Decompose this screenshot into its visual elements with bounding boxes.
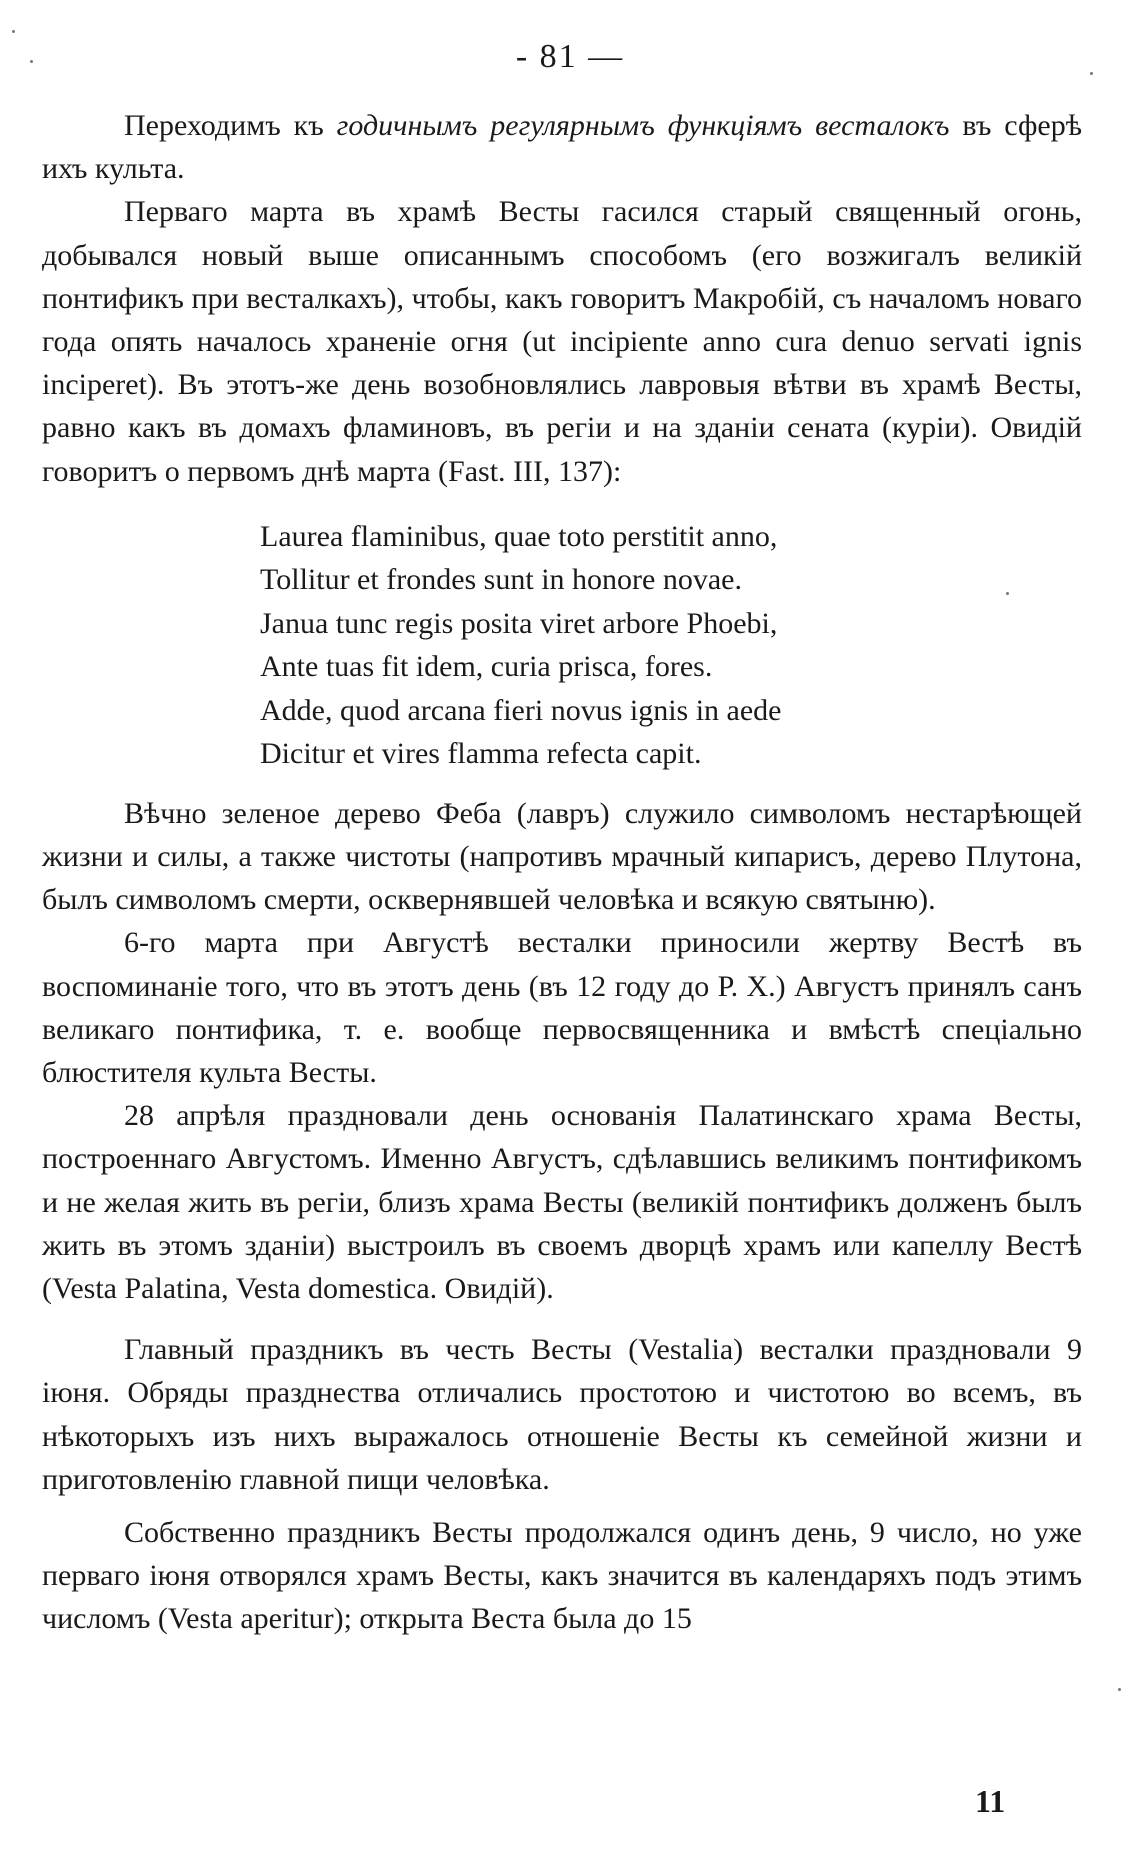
paragraph-4: 6-го марта при Августѣ весталки приносили жертву Вестѣ въ воспоминаніе того, что въ этотъ день (въ 12 году до Р. Х.) Августъ принялъ санъ великаго понтифика, т. е. вообще первосвященника и вмѣстѣ спеціально блюстителя культа Весты. — [42, 926, 1082, 1090]
latin-poem — [260, 515, 1082, 776]
poem-line: Dicitur et vires flamma refecta capit. — [260, 737, 702, 771]
poem-line: Adde, quod arcana fieri novus ignis in aede — [260, 693, 782, 727]
poem-line: Laurea flaminibus, quae toto perstitit anno, — [260, 519, 778, 553]
scan-speck — [12, 30, 15, 33]
page-number: - 81 — — [515, 38, 625, 75]
paragraph-2: Перваго марта въ храмѣ Весты гасился старый священный огонь, добывался новый выше описаннымъ способомъ (его возжигалъ великій понтификъ при весталкахъ), чтобы, какъ говоритъ Макробій, съ началомъ новаго года опять началось храненіе огня (ut incipiente anno cura denuo servati ignis inciperet). Въ этотъ-же день возобновлялись лавровыя вѣтви въ храмѣ Весты, равно какъ въ домахъ фламиновъ, въ регіи и на зданіи сената (куріи). Овидій говоритъ о первомъ днѣ марта (Fast. III, 137): — [42, 195, 1082, 488]
scan-speck — [30, 60, 33, 63]
poem-line: Ante tuas fit idem, curia prisca, fores. — [260, 650, 713, 684]
signature-mark: 11 — [975, 1783, 1006, 1819]
paragraph-1 — [42, 104, 1082, 190]
scan-speck — [1090, 72, 1093, 75]
paragraph-1-tail: въ сферѣ ихъ культа. — [42, 109, 1083, 186]
paragraph-7: Собственно праздникъ Весты продолжался одинъ день, 9 число, но уже перваго іюня отворялся храмъ Весты, какъ значится въ календаряхъ подъ этимъ числомъ (Vesta aperitur); открыта Веста была до 15 — [42, 1516, 1082, 1636]
scan-speck — [1006, 592, 1009, 595]
paragraph-1-italic: годичнымъ регулярнымъ функціямъ весталокъ — [336, 109, 950, 142]
paragraph-6: Главный праздникъ въ честь Весты (Vestalia) весталки праздновали 9 іюня. Обряды празднества отличались простотою и чистотою во всемъ, въ нѣкоторыхъ изъ нихъ выражалось отношеніе Весты къ семейной жизни и приготовленію главной пищи человѣка. — [42, 1333, 1082, 1496]
paragraph-1-lead: Переходимъ къ — [124, 109, 337, 142]
paragraph-3: Вѣчно зеленое дерево Феба (лавръ) служило символомъ нестарѣющей жизни и силы, а также чистоты (напротивъ мрачный кипарисъ, дерево Плутона, былъ символомъ смерти, осквернявшей человѣка и всякую святыню). — [42, 796, 1082, 917]
scan-speck — [1118, 1688, 1121, 1691]
paragraph-5: 28 апрѣля праздновали день основанія Палатинскаго храма Весты, построеннаго Августомъ. Именно Августъ, сдѣлавшись великимъ понтификомъ и не желая жить въ регіи, близъ храма Весты (великій понтификъ долженъ былъ жить въ этомъ зданіи) выстроилъ въ своемъ дворцѣ храмъ или капеллу Вестѣ (Vesta Palatina, Vesta domestica. Овидій). — [42, 1099, 1082, 1306]
poem-line: Tollitur et frondes sunt in honore novae. — [260, 563, 742, 597]
body-text — [42, 104, 1082, 1641]
poem-line: Janua tunc regis posita viret arbore Phoebi, — [260, 606, 778, 640]
